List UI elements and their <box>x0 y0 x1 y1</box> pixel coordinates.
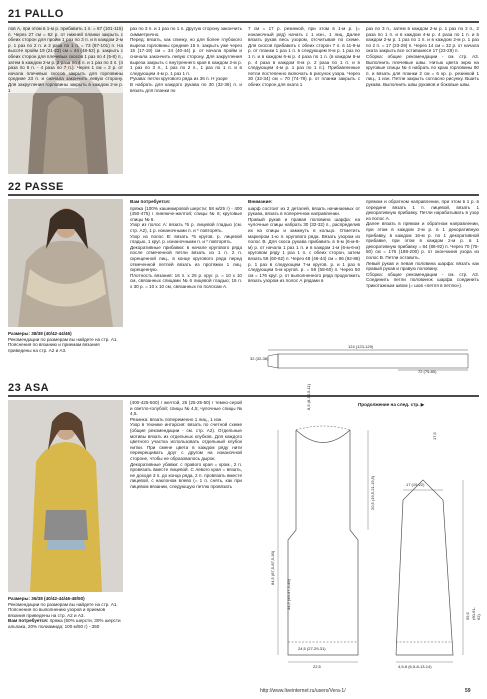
section-22-title <box>8 181 64 193</box>
asa-model-image <box>8 400 123 592</box>
continue-label: Продолжение на след. стр. <box>358 402 420 407</box>
asa-dim-label: 20,5 (19,5-21-19,5) <box>370 475 375 510</box>
passe-col1-title: Вам потребуется: <box>130 199 171 204</box>
footer-url[interactable] <box>260 688 346 694</box>
section-22-rule <box>8 194 479 196</box>
page-number-text: 59 <box>465 688 471 694</box>
passe-col2-text: шарф состоит из 2 деталей, вязать начинаемых от рукава, вязать в поперечном направлении. Правый рукав и правая половина шарфа: на чулочные спицы набрать 30 (32-32) п., распределив их на спицы и замкнуть в кольцо. Отметить маркером 1-ю п. кругового ряда. Вязать узором из полос В. Для скоса рукава прибавить в 6-м (6-м-8-м) р. от начала 1 раз 1 п. и в каждом 1-м (6-м-6-м) круговом ряду 1 раз 1 п. с обеих сторон, затем вязать 58 (60-62) п. Через 48 (46-44) см = 96 (92-88) р. 1 раз в следующем 7-м кругов. р. и 1 раз в следующем 5-м кругов. р. = 56 (58-60) п. Через 50 см = 176 круг. р. от выполненного ряда продолжить вязать узором из полос А рядами в <box>248 205 360 284</box>
passe-schema-height: 32 (32-36) <box>250 356 269 361</box>
passe-model-image <box>8 199 123 327</box>
passe-photo <box>8 199 123 327</box>
passe-size-label: Размеры: 38/38 (40/42-44/46) <box>8 331 72 336</box>
asa-col2-text: (400-425-500) г желтой, 25 (25-25-50) г темно-серой и светло-голубой; спицы № 4,5; чулочные спицы № 4,5. Резинка: вязать попеременно 1 лиц., 1 изн. Узор в технике интарсия: вязать по счетной схеме (общие рекомендации - см. стр. А2). Отдельные мотивы вязать из отдельных клубков. Для каждого цветного участка использовать отдельный клубок нитки. При смене цвета в каждом ряду нити перекрещивать друг с другом на изнаночной стороне, чтобы не образовалось дырок. Декоративные убавки: с правого края = кром., 2 п. провязать вместе лицевой. С левого края = вязать, не доходя 3 п. до конца ряда, 2 п. провязать вместе лицевой, с наклоном влево (= 1 п. снять, как при лицевом вязании, следующую петлю провязать <box>130 400 242 489</box>
arrow-right-icon: ▶ <box>420 402 425 407</box>
asa-continue-note <box>358 402 424 408</box>
passe-size-text: Рекомендации по размерам вы найдете на стр. А1. Пояснения по вязанию и приемам вязания приведены на стр. А2 и А3. <box>8 336 118 353</box>
asa-schema-drawing <box>248 410 479 680</box>
passe-schema <box>248 346 479 376</box>
passe-col2-title: Внимание: <box>248 199 273 204</box>
section-21-title <box>8 8 64 20</box>
asa-dim-label: 84,5 (87,5-87,5-90) <box>270 550 275 585</box>
passe-col1-text: пряжа (100% кашемировой шерсти; 58 м/25 г) - 400 (450-475) г линяюче-желтой; спицы № 6; круговые спицы № 6. Узор из полос А: вязать *5 р. лицевой гладью (см. стр. А2), 1 р. изнаночными п. и * повторять. Узор из полос В: вязать *5 кругов. р. лицевой гладью, 1 круг. р. изнаночными п. и * повторять. Декоративные прибавки: в начале кругового ряда после отмеченной петли вязать из 1 п. 2 п. скрещенной лиц., в конце кругового ряда перед отмеченной петлей вязать из протяжки 1 лиц. скрещенную. Плотность вязания: 16 п. х 25 р. круг. р. = 10 х 10 см, связанных спицами № 6 лицевой гладью; 16 п. х 30 р. = 10 х 10 см, связанных по полосам А. <box>130 205 242 289</box>
section-name: ASA <box>24 382 50 394</box>
asa-size-text: Рекомендации по размерам вы найдете на стр. А1. Пояснения по выполнению узоров и приемов вязания приведены на стр. А2 и А3. <box>8 601 118 618</box>
pallo-col4-text: раз по 3 п., затем в каждом 2-м р. 1 раз по 2 п., 2 раза по 1 п. и в каждом 4-м р. 4 раза по 1 п. и в каждом 2-м р. 1 раз по 1 п. и в каждом 2-м р. 1 раз по 2 п. = 17 (23-29) п. Через 14 см = 32 р. от начала оката закрыть все оставшиеся 17 (23-29) п. Сборка: общие рекомендации - см. стр. А3. Выполнить плечевые швы. Нитью цвета экрю на круговые спицы № 4 набрать по краю горловины 90 п. и вязать для планки 2 см = 6 кр. р. резинкой 1 лиц., 1 изн. Петли закрыть согласно рисунку. Вшить рукава. Выполнить швы рукавов и боковые швы. <box>366 26 479 87</box>
asa-dim-label: 17 (19-22) <box>406 482 425 487</box>
pallo-col2-text: раз по 3 п. и 1 раз по 1 п. Другую сторону закончить симметрично. Перед: вязать, как спинку, но для более глубокого выреза горловины средние 15 п. закрыть уже через 15 (17-19) см = 34 (40-44) р. от начала пройм и сначала закончить левую сторону. Для закругления выреза закрыть с внутреннего края в каждом 2-м р. 1 раз по 3 п., 1 раз по 2 п., 1 раз по 1 п. и в следующем 4-м р. 1 раз 1 п. Рукава: петли кругового ряда из 36 п. Н узоре В набрать для каждого рукава по 30 (32-36) п. и вязать для планки по <box>130 26 242 93</box>
page-number <box>465 688 471 694</box>
asa-yarn-label: Вам потребуется: <box>8 618 49 624</box>
asa-dim-label: 17,5 <box>432 432 437 440</box>
asa-photo <box>8 400 123 592</box>
footer-url-text[interactable]: http://www.liveinternet.ru/users/Vera-1/ <box>260 688 346 694</box>
passe-text-col1 <box>130 199 242 349</box>
passe-text-col3 <box>366 199 479 349</box>
passe-schema-width: 124 (123-129) <box>348 344 374 349</box>
passe-text-col2 <box>248 199 360 349</box>
asa-dim-label: 44,5 (46-47,5-49) <box>286 579 291 610</box>
section-number: 21 <box>8 8 22 20</box>
asa-dim-label: 22,5 <box>313 664 321 669</box>
section-23-title <box>8 382 49 394</box>
pallo-col1-text: лов А, при этом в 1-м р. прибавить 1 п. = 67 (101-115) п. Через 27 см = 62 р. от нижней планки закрыть с обеих сторон для пройм 1 раз по 3 п. и в каждом 2-м р. 1 раз по 2 п. и 2 раза по 1 п. = 73 (87-101) п. На высоте пройм 19 (21-23) см = 44 (48-52) р. закрыть с обеих сторон для плечевых скосов 1 раз по 4 (5-8) п., затем в каждом 2-м р. 2 раза по 4 п. и 1 раз по 3 п. (4 раза по 6 п. - 4 раза по 7 п.). Через 1 см = 2 р. от начала плечевых скосов закрыть для горловины средние 23 п. и сначала закончить левую сторону. Для закругления горловины закрыть в каждом 2-м р. 1 <box>8 26 123 93</box>
section-number: 22 <box>8 181 22 193</box>
pallo-text-col4 <box>366 26 479 176</box>
section-21-rule <box>8 21 479 23</box>
asa-text-col2 <box>130 400 242 685</box>
passe-sizes <box>8 331 123 353</box>
pallo-text-col2 <box>130 26 242 176</box>
asa-dim-label: 59,5 (60-61-62) <box>465 607 482 620</box>
asa-dim-label: 4,5-6 (6,5-8-13-14) <box>398 664 432 669</box>
asa-dim-label: 8,5 (8-10,5-11) <box>306 383 311 410</box>
passe-col3-text: прямом и обратном направлении, при этом в 1 р. в середине вязать 1 п. лицевой, вязать 1 декоративную прибавку. Петли нарабатывать в узор из полос А. Далее вязать в прямом и обратном направлении, при этом в каждом 2-м р. в 1 декоративную прибавку, в каждом 16-м р. по 1 декоративной прибавке, при этом в каждом 2-м р. в 1 декоративную прибавку = 84 (88-92) п. Через 70 (75-80) см = 176 (188-200) р. от окончания узора из полос В. Петли оставить. Левый рукав и левая половина шарфа: вязать как правый рукав и правую половину. Сборка: общие рекомендации - см. стр. А3. Соединить петли половинок шарфа соединить трикотажным швом (= шов «петля в петлю»). <box>366 199 479 288</box>
pallo-text-col3 <box>248 26 360 176</box>
asa-yarn-text: пряжа (50% шерсти, 30% шерсти альпака, 20% полиамида; 100 м/50 г) - 350 <box>8 618 121 629</box>
asa-sizes <box>8 596 123 630</box>
passe-schema-drawing <box>248 346 479 376</box>
pallo-col3-text: 7 см = 17 р. резинкой, при этом в 1-м р. (= изнаночный ряд) начать с 1 изн., 1 лиц. Далее вязать рукав весь узором, отсчитывая по схеме. Для скосов прибавить с обеих сторон 7 п. в 11-9-м р. от планки 1 раз 1 п. в следующем 8-м р. 1 раз по 1 п. и в каждом 6-м р. 4 раза по 1 п. (в каждом 6-м р. 4 раза в каждом 8-м р. 2 раза по 1 п. и в следующем 4-м р. 1 раз по 1 п.). Прибавленные петли постепенно включать в рисунок узора. Через 30 (32-34) см = 70 (74-78) р. от планки закрыть с обеих сторон для оката 1 <box>248 26 360 87</box>
asa-dim-label: 24,5 (27-29-31) <box>298 646 326 651</box>
section-number: 23 <box>8 382 22 394</box>
asa-size-label: Размеры: 36/38 (40/42-44/46-48/50) <box>8 596 85 601</box>
section-23-rule <box>8 395 479 397</box>
section-name: PASSE <box>24 181 64 193</box>
passe-schema-length: 72 (75-80) <box>418 369 437 374</box>
pallo-text-col1 <box>8 26 123 176</box>
section-name: PALLO <box>24 8 64 20</box>
